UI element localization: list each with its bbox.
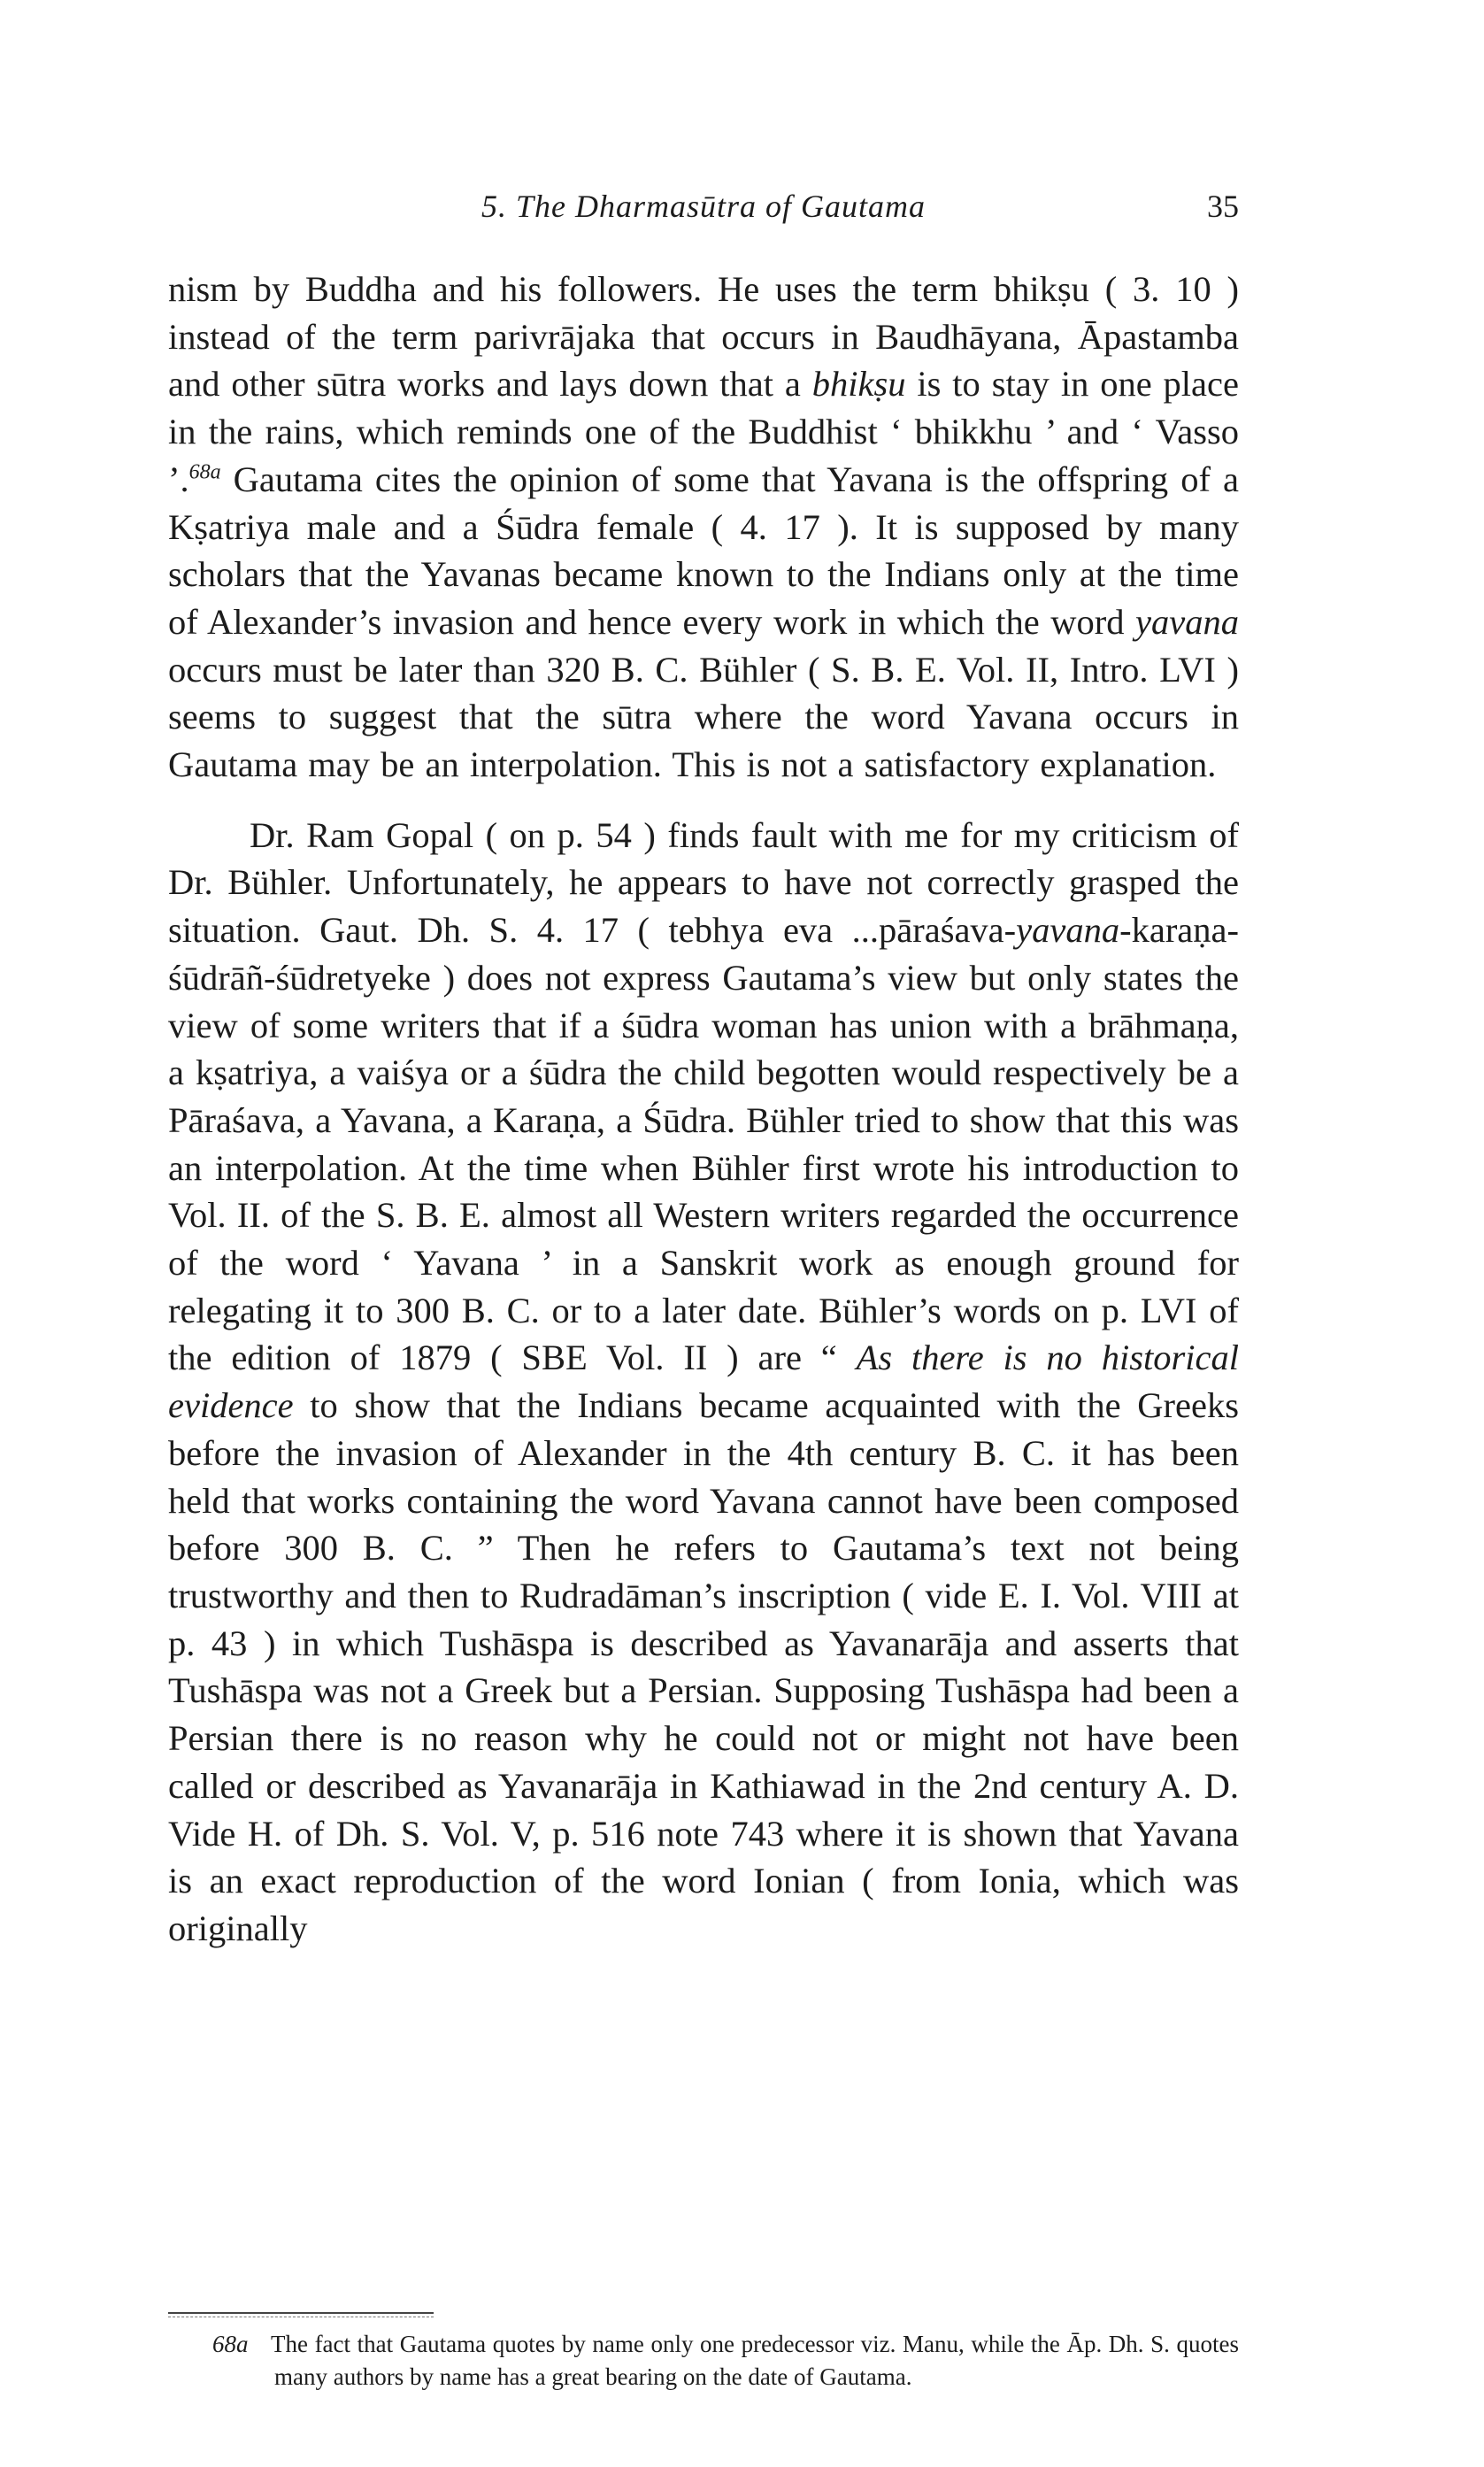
- italic-term: yavana: [1016, 910, 1120, 951]
- footnote-divider: [168, 2312, 434, 2314]
- footnote: [212, 2328, 1239, 2394]
- running-head: [168, 188, 1239, 232]
- footnote-text: The fact that Gautama quotes by name only one predecessor viz. Manu, while the Āp. Dh. S. quotes many authors by name has a great bearing on the date of Gautama.: [271, 2331, 1239, 2390]
- page-number: 35: [1207, 189, 1239, 224]
- footnote-reference: 68a: [188, 460, 221, 484]
- text-run: -karaṇa-śūdrāñ-śūdretyeke ) does not express Gautama’s view but only states the view of some writers that if a śūdra woman has union with a brāhmaṇa, a kṣatriya, a vaiśya or a śūdra the child begotten would respectively be a Pāraśava, a Yavana, a Karaṇa, a Śūdra. Bühler tried to show that this was an interpolation. At the time when Bühler first wrote his introduction to Vol. II. of the S. B. E. almost all Western writers regarded the occurrence of the word ‘ Yavana ’ in a Sanskrit work as enough ground for relegating it to 300 B. C. or to a later date. Bühler’s words on p. LVI of the edition of 1879 ( SBE Vol. II ) are “: [168, 910, 1239, 1378]
- text-run: Gautama cites the opinion of some that Yavana is the offspring of a Kṣatriya male and a Śūdra female ( 4. 17 ). It is supposed by many scholars that the Yavanas became known to the Indians only at the time of Alexander’s invasion and hence every work in which the word: [168, 459, 1239, 642]
- text-run: Dr. Ram Gopal ( on p. 54 ) finds fault with me for my criticism of Dr. Bühler. Unfortunately, he appears to have not correctly grasped the situation. Gaut. Dh. S. 4. 17 ( tebhya eva ...pāraśava-: [168, 814, 1239, 951]
- italic-quote: As there is no historical evidence: [168, 1338, 1239, 1426]
- text-run: to show that the Indians became acquainted with the Greeks before the invasion of Alexander in the 4th century B. C. it has been held that works containing the word Yavana cannot have been composed before 300 B. C. ” Then he refers to Gautama’s text not being trustworthy and then to Rudradāman’s inscription ( vide E. I. Vol. VIII at p. 43 ) in which Tushāspa is described as Yavanarāja and asserts that Tushāspa was not a Greek but a Persian. Supposing Tushāspa had been a Persian there is no reason why he could not or might not have been called or described as Yavanarāja in Kathiawad in the 2nd century A. D. Vide H. of Dh. S. Vol. V, p. 516 note 743 where it is shown that Yavana is an exact reproduction of the word Ionian ( from Ionia, which was originally: [168, 1385, 1239, 1948]
- footnote-mark: 68a: [212, 2331, 249, 2357]
- body-text: [168, 266, 1239, 1953]
- italic-term: yavana: [1135, 601, 1239, 642]
- italic-term: bhikṣu: [811, 364, 906, 405]
- text-run: nism by Buddha and his followers. He uses the term bhikṣu ( 3. 10 ) instead of the term parivrājaka that occurs in Baudhāyana, Āpastamba and other sūtra works and lays down that a: [168, 269, 1239, 405]
- footnotes: [212, 2328, 1239, 2394]
- text-run: occurs must be later than 320 B. C. Bühler ( S. B. E. Vol. II, Intro. LVI ) seems to suggest that the sūtra where the word Yavana occurs in Gautama may be an interpolation. This is not a satisfactory explanation.: [168, 649, 1239, 785]
- text-run: is to stay in one place in the rains, which reminds one of the Buddhist ‘ bhikkhu ’ and ‘ Vasso ’.: [168, 364, 1239, 499]
- paragraph-2: [168, 812, 1239, 1953]
- running-title: 5. The Dharmasūtra of Gautama: [481, 189, 927, 224]
- paragraph-1: [168, 266, 1239, 789]
